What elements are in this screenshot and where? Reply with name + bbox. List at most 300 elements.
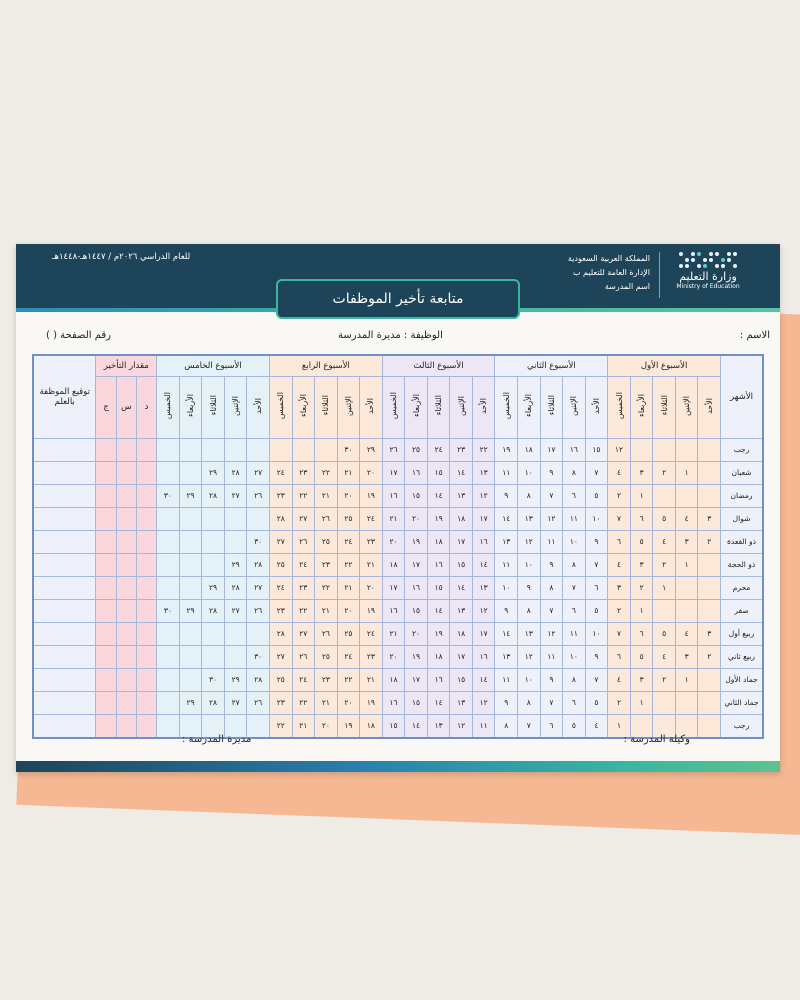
day-cell[interactable] [179,553,202,576]
day-cell[interactable]: ٣٠ [247,645,270,668]
day-cell[interactable] [675,599,698,622]
day-cell[interactable]: ٩ [540,668,563,691]
day-cell[interactable]: ١٣ [450,484,473,507]
day-cell[interactable] [224,622,247,645]
day-cell[interactable]: ٢٠ [405,507,428,530]
day-cell[interactable] [202,645,225,668]
day-cell[interactable]: ٦ [630,507,653,530]
day-cell[interactable]: ٢ [630,576,653,599]
day-cell[interactable]: ٢١ [337,576,360,599]
day-cell[interactable]: ١٥ [585,438,608,461]
day-cell[interactable]: ١٦ [472,645,495,668]
day-cell[interactable]: ٢٠ [337,484,360,507]
day-cell[interactable]: ٢٨ [202,691,225,714]
day-cell[interactable]: ٤ [675,507,698,530]
day-cell[interactable]: ١٤ [495,507,518,530]
day-cell[interactable]: ٧ [563,576,586,599]
day-cell[interactable]: ١٠ [495,576,518,599]
day-cell[interactable]: ١ [675,461,698,484]
day-cell[interactable] [157,714,180,738]
day-cell[interactable]: ١٧ [382,461,405,484]
late-amount-cell[interactable] [116,461,136,484]
signature-cell[interactable] [33,484,96,507]
signature-cell[interactable] [33,507,96,530]
day-cell[interactable]: ١٦ [405,461,428,484]
day-cell[interactable] [157,438,180,461]
day-cell[interactable]: ٥ [630,530,653,553]
day-cell[interactable]: ١٣ [450,599,473,622]
late-amount-cell[interactable] [96,530,116,553]
day-cell[interactable]: ٩ [495,599,518,622]
day-cell[interactable]: ٩ [585,530,608,553]
day-cell[interactable]: ٨ [518,484,541,507]
day-cell[interactable]: ١٠ [518,461,541,484]
day-cell[interactable]: ٢١ [315,484,338,507]
day-cell[interactable]: ٩ [540,553,563,576]
day-cell[interactable]: ٥ [653,507,676,530]
day-cell[interactable] [157,691,180,714]
signature-cell[interactable] [33,530,96,553]
day-cell[interactable]: ٣ [675,530,698,553]
day-cell[interactable]: ٢٩ [360,438,383,461]
day-cell[interactable]: ٢٣ [360,645,383,668]
day-cell[interactable]: ٢٦ [247,484,270,507]
day-cell[interactable]: ١٤ [427,691,450,714]
day-cell[interactable]: ٢٣ [292,576,315,599]
late-amount-cell[interactable] [116,530,136,553]
day-cell[interactable]: ١٨ [518,438,541,461]
day-cell[interactable]: ٢٣ [450,438,473,461]
late-amount-cell[interactable] [136,622,156,645]
day-cell[interactable]: ٢٩ [224,668,247,691]
day-cell[interactable]: ٢١ [315,691,338,714]
day-cell[interactable]: ٤ [653,530,676,553]
day-cell[interactable]: ٢٣ [315,668,338,691]
day-cell[interactable]: ١٠ [518,553,541,576]
day-cell[interactable]: ٣ [630,553,653,576]
day-cell[interactable]: ٧ [585,461,608,484]
day-cell[interactable]: ١١ [495,461,518,484]
day-cell[interactable]: ٢٨ [202,599,225,622]
day-cell[interactable]: ٧ [540,484,563,507]
day-cell[interactable]: ١٠ [563,645,586,668]
late-amount-cell[interactable] [136,645,156,668]
day-cell[interactable]: ١٩ [360,599,383,622]
day-cell[interactable]: ٢٧ [224,484,247,507]
day-cell[interactable]: ١٣ [495,530,518,553]
day-cell[interactable]: ١ [675,553,698,576]
day-cell[interactable]: ١٦ [405,576,428,599]
day-cell[interactable] [247,438,270,461]
signature-cell[interactable] [33,461,96,484]
day-cell[interactable]: ١ [608,714,631,738]
day-cell[interactable]: ١٢ [608,438,631,461]
day-cell[interactable]: ٢٣ [269,691,292,714]
day-cell[interactable]: ٦ [563,484,586,507]
day-cell[interactable]: ١٩ [360,691,383,714]
day-cell[interactable] [157,645,180,668]
day-cell[interactable]: ١٠ [585,507,608,530]
day-cell[interactable]: ٢٦ [315,622,338,645]
day-cell[interactable]: ٢٨ [269,507,292,530]
day-cell[interactable]: ٥ [630,645,653,668]
day-cell[interactable]: ٤ [653,645,676,668]
day-cell[interactable]: ٦ [608,530,631,553]
day-cell[interactable]: ٥ [585,599,608,622]
day-cell[interactable]: ١٦ [427,553,450,576]
day-cell[interactable]: ٢١ [315,599,338,622]
day-cell[interactable]: ٣٠ [157,599,180,622]
day-cell[interactable]: ٧ [608,507,631,530]
day-cell[interactable]: ١٢ [472,599,495,622]
day-cell[interactable]: ١٦ [382,691,405,714]
day-cell[interactable] [247,507,270,530]
day-cell[interactable]: ١٨ [427,645,450,668]
signature-cell[interactable] [33,645,96,668]
day-cell[interactable]: ٢ [653,668,676,691]
day-cell[interactable] [315,438,338,461]
signature-cell[interactable] [33,714,96,738]
day-cell[interactable]: ٥ [563,714,586,738]
late-amount-cell[interactable] [96,507,116,530]
day-cell[interactable] [653,484,676,507]
day-cell[interactable]: ١٧ [450,530,473,553]
day-cell[interactable]: ١٦ [382,484,405,507]
day-cell[interactable]: ١٤ [450,576,473,599]
day-cell[interactable]: ١١ [495,553,518,576]
day-cell[interactable]: ٢٣ [360,530,383,553]
day-cell[interactable] [202,530,225,553]
late-amount-cell[interactable] [96,438,116,461]
day-cell[interactable]: ١٩ [337,714,360,738]
day-cell[interactable]: ٢٢ [292,691,315,714]
signature-cell[interactable] [33,668,96,691]
day-cell[interactable]: ٨ [518,691,541,714]
day-cell[interactable]: ١٣ [495,645,518,668]
day-cell[interactable] [179,438,202,461]
day-cell[interactable]: ٧ [585,668,608,691]
day-cell[interactable]: ٩ [585,645,608,668]
day-cell[interactable]: ٥ [653,622,676,645]
day-cell[interactable]: ٢٩ [179,484,202,507]
day-cell[interactable]: ١٩ [405,530,428,553]
day-cell[interactable]: ٩ [540,461,563,484]
day-cell[interactable]: ١٤ [427,484,450,507]
day-cell[interactable]: ٢٠ [315,714,338,738]
late-amount-cell[interactable] [136,461,156,484]
day-cell[interactable]: ٢٢ [315,461,338,484]
day-cell[interactable]: ٢٥ [337,507,360,530]
day-cell[interactable]: ٣ [698,507,721,530]
day-cell[interactable]: ١٠ [563,530,586,553]
day-cell[interactable]: ١١ [540,645,563,668]
day-cell[interactable]: ١٠ [585,622,608,645]
day-cell[interactable]: ١٣ [472,461,495,484]
day-cell[interactable]: ٤ [585,714,608,738]
day-cell[interactable]: ٤ [608,668,631,691]
day-cell[interactable]: ٧ [518,714,541,738]
day-cell[interactable]: ٣٠ [337,438,360,461]
late-amount-cell[interactable] [96,668,116,691]
late-amount-cell[interactable] [96,553,116,576]
day-cell[interactable]: ٧ [540,691,563,714]
day-cell[interactable]: ١٧ [450,645,473,668]
day-cell[interactable] [179,507,202,530]
day-cell[interactable]: ١٤ [472,553,495,576]
day-cell[interactable]: ٢٤ [360,622,383,645]
day-cell[interactable]: ٢٠ [360,576,383,599]
late-amount-cell[interactable] [116,553,136,576]
day-cell[interactable]: ٨ [495,714,518,738]
day-cell[interactable]: ١٣ [450,691,473,714]
day-cell[interactable]: ١١ [563,507,586,530]
late-amount-cell[interactable] [136,668,156,691]
day-cell[interactable]: ٢٥ [269,553,292,576]
day-cell[interactable]: ٢١ [382,507,405,530]
day-cell[interactable]: ٢٤ [292,668,315,691]
day-cell[interactable]: ١٨ [427,530,450,553]
day-cell[interactable]: ٢٧ [269,530,292,553]
day-cell[interactable] [202,553,225,576]
day-cell[interactable]: ٢١ [360,553,383,576]
day-cell[interactable]: ١٥ [405,599,428,622]
late-amount-cell[interactable] [116,484,136,507]
late-amount-cell[interactable] [136,438,156,461]
day-cell[interactable]: ٢٤ [360,507,383,530]
day-cell[interactable] [269,438,292,461]
day-cell[interactable]: ١٦ [472,530,495,553]
day-cell[interactable] [202,622,225,645]
day-cell[interactable]: ١٨ [450,622,473,645]
day-cell[interactable]: ١٥ [405,691,428,714]
day-cell[interactable]: ٢٩ [202,576,225,599]
day-cell[interactable]: ٨ [540,576,563,599]
day-cell[interactable]: ٢٢ [315,576,338,599]
day-cell[interactable]: ١٨ [450,507,473,530]
day-cell[interactable]: ١٣ [472,576,495,599]
day-cell[interactable] [698,553,721,576]
day-cell[interactable]: ٢٠ [360,461,383,484]
day-cell[interactable] [157,622,180,645]
day-cell[interactable]: ٢٤ [427,438,450,461]
day-cell[interactable]: ١٢ [472,691,495,714]
day-cell[interactable]: ٩ [495,691,518,714]
day-cell[interactable]: ١٤ [427,599,450,622]
day-cell[interactable] [224,438,247,461]
day-cell[interactable]: ٢٢ [292,599,315,622]
day-cell[interactable] [698,461,721,484]
day-cell[interactable]: ١٨ [360,714,383,738]
late-amount-cell[interactable] [136,576,156,599]
day-cell[interactable] [157,461,180,484]
day-cell[interactable] [157,668,180,691]
day-cell[interactable] [179,576,202,599]
late-amount-cell[interactable] [116,576,136,599]
late-amount-cell[interactable] [136,714,156,738]
late-amount-cell[interactable] [116,599,136,622]
day-cell[interactable] [179,461,202,484]
day-cell[interactable] [202,438,225,461]
day-cell[interactable]: ٢٣ [292,461,315,484]
day-cell[interactable]: ٢٧ [269,645,292,668]
day-cell[interactable] [179,668,202,691]
day-cell[interactable]: ١٤ [472,668,495,691]
day-cell[interactable]: ٢٤ [292,553,315,576]
day-cell[interactable] [698,668,721,691]
day-cell[interactable]: ١٦ [563,438,586,461]
day-cell[interactable]: ١٣ [518,622,541,645]
day-cell[interactable]: ٢٠ [337,599,360,622]
day-cell[interactable] [653,438,676,461]
day-cell[interactable]: ٧ [585,553,608,576]
day-cell[interactable]: ٢٦ [247,599,270,622]
day-cell[interactable]: ٦ [563,599,586,622]
day-cell[interactable]: ٢٨ [224,461,247,484]
day-cell[interactable]: ١٩ [427,507,450,530]
day-cell[interactable]: ٢٧ [224,599,247,622]
day-cell[interactable]: ٦ [585,576,608,599]
day-cell[interactable]: ١٥ [450,668,473,691]
day-cell[interactable] [157,553,180,576]
late-amount-cell[interactable] [136,484,156,507]
day-cell[interactable] [698,438,721,461]
day-cell[interactable]: ٢٩ [179,599,202,622]
late-amount-cell[interactable] [96,576,116,599]
day-cell[interactable]: ١٥ [450,553,473,576]
day-cell[interactable] [698,691,721,714]
day-cell[interactable]: ٢٩ [179,691,202,714]
day-cell[interactable] [179,645,202,668]
day-cell[interactable]: ١٨ [382,553,405,576]
day-cell[interactable]: ٢٠ [337,691,360,714]
day-cell[interactable]: ١ [630,599,653,622]
late-amount-cell[interactable] [116,668,136,691]
day-cell[interactable] [202,507,225,530]
day-cell[interactable]: ٢٨ [247,668,270,691]
day-cell[interactable]: ١٢ [450,714,473,738]
late-amount-cell[interactable] [96,691,116,714]
late-amount-cell[interactable] [116,507,136,530]
late-amount-cell[interactable] [136,530,156,553]
late-amount-cell[interactable] [136,599,156,622]
day-cell[interactable]: ١٥ [382,714,405,738]
late-amount-cell[interactable] [96,461,116,484]
day-cell[interactable]: ٣ [675,645,698,668]
day-cell[interactable]: ٦ [608,645,631,668]
day-cell[interactable]: ٢ [698,530,721,553]
day-cell[interactable] [675,691,698,714]
late-amount-cell[interactable] [136,691,156,714]
day-cell[interactable]: ٢٧ [292,507,315,530]
day-cell[interactable]: ٩ [518,576,541,599]
day-cell[interactable]: ٢٢ [337,553,360,576]
day-cell[interactable]: ١٢ [472,484,495,507]
day-cell[interactable] [675,484,698,507]
late-amount-cell[interactable] [96,484,116,507]
day-cell[interactable]: ٢٣ [269,599,292,622]
day-cell[interactable]: ٤ [608,553,631,576]
day-cell[interactable]: ٢٦ [247,691,270,714]
day-cell[interactable]: ١٧ [405,668,428,691]
day-cell[interactable] [157,507,180,530]
day-cell[interactable]: ٢٧ [247,576,270,599]
day-cell[interactable]: ٣ [698,622,721,645]
day-cell[interactable]: ١٦ [427,668,450,691]
late-amount-cell[interactable] [116,645,136,668]
day-cell[interactable]: ٣٠ [247,530,270,553]
day-cell[interactable]: ٢٤ [269,461,292,484]
day-cell[interactable]: ٣ [630,461,653,484]
day-cell[interactable]: ٢٧ [224,691,247,714]
day-cell[interactable] [675,576,698,599]
late-amount-cell[interactable] [136,507,156,530]
day-cell[interactable]: ٢٤ [269,576,292,599]
day-cell[interactable]: ١٩ [427,622,450,645]
day-cell[interactable]: ٦ [630,622,653,645]
day-cell[interactable]: ٢٢ [292,484,315,507]
day-cell[interactable]: ٢١ [360,668,383,691]
day-cell[interactable]: ٢٥ [337,622,360,645]
day-cell[interactable] [179,530,202,553]
day-cell[interactable] [698,576,721,599]
day-cell[interactable]: ٢٦ [382,438,405,461]
day-cell[interactable]: ٢١ [382,622,405,645]
day-cell[interactable]: ٢٠ [405,622,428,645]
day-cell[interactable]: ١٧ [472,507,495,530]
day-cell[interactable]: ٨ [563,461,586,484]
day-cell[interactable] [698,599,721,622]
day-cell[interactable]: ١٢ [518,530,541,553]
day-cell[interactable]: ٢٨ [269,622,292,645]
day-cell[interactable] [698,484,721,507]
late-amount-cell[interactable] [116,438,136,461]
day-cell[interactable]: ٢٤ [337,645,360,668]
day-cell[interactable]: ٢٢ [337,668,360,691]
late-amount-cell[interactable] [96,599,116,622]
day-cell[interactable]: ٣٠ [157,484,180,507]
day-cell[interactable]: ١٧ [382,576,405,599]
late-amount-cell[interactable] [136,553,156,576]
day-cell[interactable]: ١ [630,691,653,714]
day-cell[interactable]: ١٤ [450,461,473,484]
day-cell[interactable]: ٢٦ [315,507,338,530]
day-cell[interactable]: ٢٩ [202,461,225,484]
day-cell[interactable]: ٢٣ [315,553,338,576]
day-cell[interactable]: ٢ [608,691,631,714]
day-cell[interactable]: ٨ [563,553,586,576]
day-cell[interactable]: ٢٠ [382,645,405,668]
day-cell[interactable] [247,622,270,645]
day-cell[interactable]: ١ [675,668,698,691]
day-cell[interactable] [157,530,180,553]
day-cell[interactable]: ٦ [563,691,586,714]
day-cell[interactable]: ٢٢ [269,714,292,738]
day-cell[interactable]: ١٢ [518,645,541,668]
day-cell[interactable]: ٢٢ [472,438,495,461]
day-cell[interactable]: ١٥ [405,484,428,507]
day-cell[interactable]: ١٣ [427,714,450,738]
day-cell[interactable]: ١٧ [540,438,563,461]
signature-cell[interactable] [33,576,96,599]
signature-cell[interactable] [33,691,96,714]
day-cell[interactable]: ١١ [472,714,495,738]
day-cell[interactable]: ٨ [518,599,541,622]
day-cell[interactable]: ١٦ [382,599,405,622]
day-cell[interactable]: ٢٣ [269,484,292,507]
day-cell[interactable]: ٢٦ [292,530,315,553]
day-cell[interactable]: ١ [653,576,676,599]
day-cell[interactable]: ١١ [495,668,518,691]
